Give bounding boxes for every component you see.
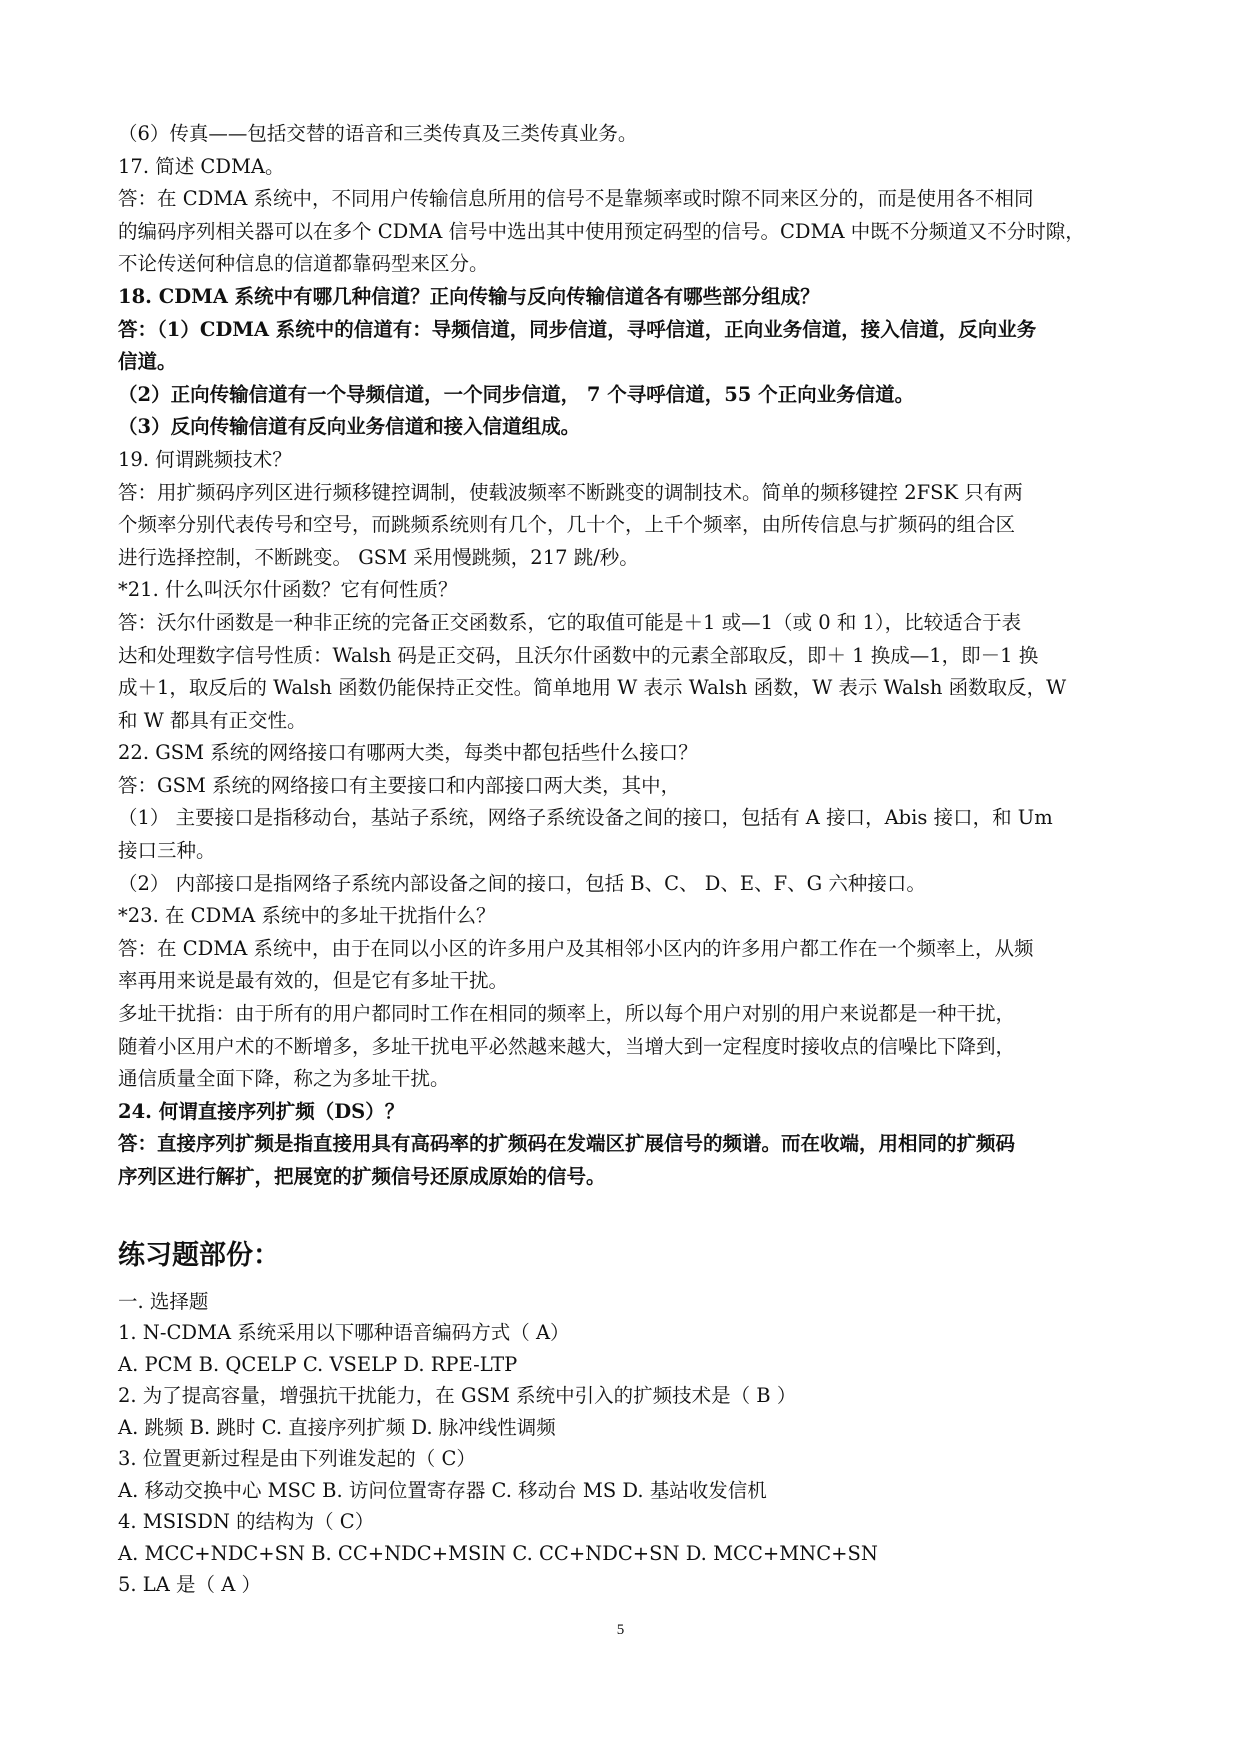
text-line: 答：直接序列扩频是指直接用具有高码率的扩频码在发端区扩展信号的频谱。而在收端，用相同的扩频码	[118, 1132, 1016, 1156]
text-line: 多址干扰指：由于所有的用户都同时工作在相同的频率上，所以每个用户对别的用户来说都是一种干扰，	[118, 1002, 1016, 1026]
text-line: （3）反向传输信道有反向业务信道和接入信道组成。	[118, 415, 581, 439]
exercise-line: 5. LA 是（ A ）	[118, 1573, 262, 1597]
exercise-line: A. MCC+NDC+SN B. CC+NDC+MSIN C. CC+NDC+SN D. MCC+MNC+SN	[118, 1541, 878, 1565]
text-line: 率再用来说是最有效的，但是它有多址干扰。	[118, 969, 509, 993]
text-line: 不论传送何种信息的信道都靠码型来区分。	[118, 252, 489, 276]
text-line: 通信质量全面下降，称之为多址干扰。	[118, 1067, 450, 1091]
page-content	[118, 118, 1136, 1601]
text-line: 答：用扩频码序列区进行频移键控调制，使载波频率不断跳变的调制技术。简单的频移键控 2FSK 只有两	[118, 480, 1023, 504]
text-line: 个频率分别代表传号和空号，而跳频系统则有几个，几十个，上千个频率，由所传信息与扩频码的组合区	[118, 513, 1016, 537]
page-number: 5	[616, 1622, 625, 1638]
text-line: 18. CDMA 系统中有哪几种信道？正向传输与反向传输信道各有哪些部分组成？	[118, 284, 820, 308]
exercise-line: A. 跳频 B. 跳时 C. 直接序列扩频 D. 脉冲线性调频	[118, 1415, 556, 1439]
section-gap	[118, 1194, 1136, 1236]
text-line: 24. 何谓直接序列扩频（DS）？	[118, 1099, 405, 1123]
text-line: 答：在 CDMA 系统中，不同用户传输信息所用的信号不是靠频率或时隙不同来区分的，而是使用各不相同	[118, 187, 1034, 211]
text-line: 答：GSM 系统的网络接口有主要接口和内部接口两大类，其中，	[118, 773, 681, 797]
text-line: 和 W 都具有正交性。	[118, 708, 307, 732]
text-line: 达和处理数字信号性质：Walsh 码是正交码，且沃尔什函数中的元素全部取反，即＋ 1 换成—1，即－1 换	[118, 643, 1039, 667]
text-line: 的编码序列相关器可以在多个 CDMA 信号中选出其中使用预定码型的信号。CDMA 中既不分频道又不分时隙，	[118, 219, 1085, 243]
qa-section	[118, 118, 1136, 1194]
exercise-line: A. 移动交换中心 MSC B. 访问位置寄存器 C. 移动台 MS D. 基站收发信机	[118, 1478, 767, 1502]
text-line: 19. 何谓跳频技术？	[118, 447, 292, 471]
text-line: （6）传真——包括交替的语音和三类传真及三类传真业务。	[118, 122, 638, 145]
text-line: 序列区进行解扩，把展宽的扩频信号还原成原始的信号。	[118, 1165, 606, 1188]
text-line: 17. 简述 CDMA。	[118, 154, 285, 178]
text-line: 成＋1，取反后的 Walsh 函数仍能保持正交性。简单地用 W 表示 Walsh 函数，W 表示 Walsh 函数取反，W	[118, 676, 1067, 700]
text-line: 随着小区用户术的不断增多，多址干扰电平必然越来越大，当增大到一定程度时接收点的信噪比下降到，	[118, 1034, 1016, 1058]
text-line: 22. GSM 系统的网络接口有哪两大类，每类中都包括些什么接口？	[118, 741, 698, 765]
text-line: （2） 内部接口是指网络子系统内部设备之间的接口，包括 B、C、 D、E、F、G 六种接口。	[118, 871, 926, 895]
text-line: 进行选择控制，不断跳变。 GSM 采用慢跳频，217 跳/秒。	[118, 545, 639, 569]
exercise-line: 2. 为了提高容量，增强抗干扰能力，在 GSM 系统中引入的扩频技术是（ B ）	[118, 1384, 797, 1408]
text-line: *23. 在 CDMA 系统中的多址干扰指什么？	[118, 904, 496, 928]
text-line: 答：在 CDMA 系统中，由于在同以小区的许多用户及其相邻小区内的许多用户都工作在一个频率上，从频	[118, 936, 1034, 960]
text-line: 答：（1）CDMA 系统中的信道有：导频信道，同步信道，寻呼信道，正向业务信道，接入信道，反向业务	[118, 317, 1037, 341]
exercise-line: 一. 选择题	[118, 1289, 209, 1313]
text-line: 信道。	[118, 350, 177, 374]
exercise-section	[118, 1286, 1136, 1601]
exercise-line: 1. N-CDMA 系统采用以下哪种语音编码方式（ A）	[118, 1321, 570, 1345]
text-line: 接口三种。	[118, 839, 216, 863]
text-line: 答：沃尔什函数是一种非正统的完备正交函数系，它的取值可能是＋1 或—1（或 0 和 1），比较适合于表	[118, 610, 1022, 634]
section-title: 练习题部份：	[118, 1239, 280, 1271]
exercise-line: A. PCM B. QCELP C. VSELP D. RPE-LTP	[118, 1352, 518, 1376]
text-line: *21. 什么叫沃尔什函数？它有何性质？	[118, 578, 458, 602]
exercise-line: 4. MSISDN 的结构为（ C）	[118, 1510, 375, 1534]
text-line: （2）正向传输信道有一个导频信道，一个同步信道， 7 个寻呼信道，55 个正向业务信道。	[118, 382, 915, 406]
text-line: （1） 主要接口是指移动台，基站子系统，网络子系统设备之间的接口，包括有 A 接口，Abis 接口，和 Um	[118, 806, 1053, 830]
exercise-line: 3. 位置更新过程是由下列谁发起的（ C）	[118, 1447, 476, 1471]
